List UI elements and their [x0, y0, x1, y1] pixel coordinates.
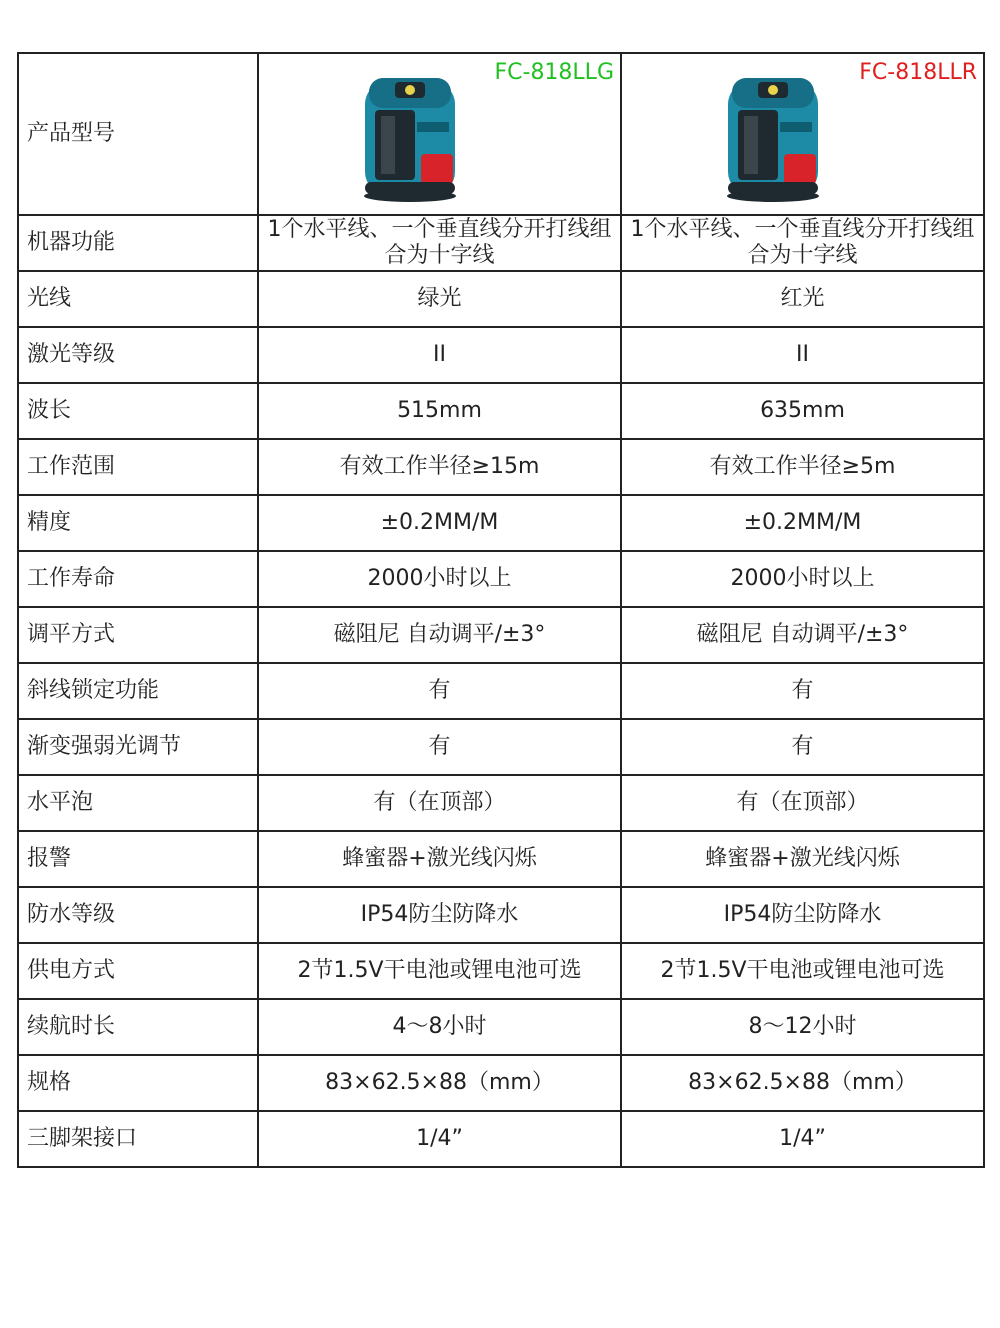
- spec-row: [18, 887, 984, 943]
- spec-row: [18, 943, 984, 999]
- spec-value-2: 磁阻尼 自动调平/±3°: [621, 607, 984, 663]
- spec-value-2: 有: [621, 719, 984, 775]
- spec-value-1: 83×62.5×88（mm）: [258, 1055, 621, 1111]
- spec-label: 激光等级: [18, 327, 258, 383]
- spec-value-1: 2000小时以上: [258, 551, 621, 607]
- spec-value-1: 磁阻尼 自动调平/±3°: [258, 607, 621, 663]
- spec-value-2: 蜂蜜器+激光线闪烁: [621, 831, 984, 887]
- spec-value-2: 2000小时以上: [621, 551, 984, 607]
- spec-value-2: 有效工作半径≥5m: [621, 439, 984, 495]
- spec-row: [18, 999, 984, 1055]
- spec-value-2: 有（在顶部）: [621, 775, 984, 831]
- spec-label: 光线: [18, 271, 258, 327]
- spec-label: 斜线锁定功能: [18, 663, 258, 719]
- spec-value-1: 4～8小时: [258, 999, 621, 1055]
- spec-row: [18, 719, 984, 775]
- spec-value-1: 1/4”: [258, 1111, 621, 1167]
- spec-value-2: 83×62.5×88（mm）: [621, 1055, 984, 1111]
- spec-value-1: 1个水平线、一个垂直线分开打线组合为十字线: [258, 215, 621, 271]
- product-cell-2: [621, 53, 984, 215]
- spec-value-2: 8～12小时: [621, 999, 984, 1055]
- laser-level-device-image: [355, 64, 465, 204]
- spec-value-2: 红光: [621, 271, 984, 327]
- spec-row: [18, 663, 984, 719]
- spec-value-1: 有（在顶部）: [258, 775, 621, 831]
- spec-row: [18, 775, 984, 831]
- spec-label: 调平方式: [18, 607, 258, 663]
- spec-value-1: 2节1.5V干电池或锂电池可选: [258, 943, 621, 999]
- spec-label: 工作寿命: [18, 551, 258, 607]
- spec-value-1: 515mm: [258, 383, 621, 439]
- spec-label: 机器功能: [18, 215, 258, 271]
- spec-value-2: II: [621, 327, 984, 383]
- spec-row: [18, 551, 984, 607]
- spec-label: 三脚架接口: [18, 1111, 258, 1167]
- laser-level-device-image: [718, 64, 828, 204]
- spec-value-1: IP54防尘防降水: [258, 887, 621, 943]
- spec-row: [18, 831, 984, 887]
- spec-value-2: 2节1.5V干电池或锂电池可选: [621, 943, 984, 999]
- spec-label: 报警: [18, 831, 258, 887]
- spec-row: [18, 607, 984, 663]
- product-row: [18, 53, 984, 215]
- spec-label: 波长: [18, 383, 258, 439]
- spec-label: 工作范围: [18, 439, 258, 495]
- spec-label: 精度: [18, 495, 258, 551]
- model-name-1: FC-818LLG: [494, 60, 614, 85]
- spec-row: [18, 495, 984, 551]
- spec-value-2: 有: [621, 663, 984, 719]
- spec-value-1: 有效工作半径≥15m: [258, 439, 621, 495]
- spec-table: [17, 52, 985, 1168]
- spec-value-1: 有: [258, 663, 621, 719]
- spec-label: 防水等级: [18, 887, 258, 943]
- model-name-2: FC-818LLR: [859, 60, 977, 85]
- spec-value-1: 蜂蜜器+激光线闪烁: [258, 831, 621, 887]
- spec-value-1: ±0.2MM/M: [258, 495, 621, 551]
- spec-value-2: ±0.2MM/M: [621, 495, 984, 551]
- spec-value-1: 有: [258, 719, 621, 775]
- spec-value-2: IP54防尘防降水: [621, 887, 984, 943]
- header-label: 产品型号: [18, 53, 258, 215]
- spec-label: 渐变强弱光调节: [18, 719, 258, 775]
- spec-row: [18, 271, 984, 327]
- spec-row: [18, 215, 984, 271]
- product-cell-1: [258, 53, 621, 215]
- spec-value-2: 1个水平线、一个垂直线分开打线组合为十字线: [621, 215, 984, 271]
- spec-label: 水平泡: [18, 775, 258, 831]
- spec-value-2: 635mm: [621, 383, 984, 439]
- spec-label: 规格: [18, 1055, 258, 1111]
- spec-row: [18, 1055, 984, 1111]
- spec-value-1: 绿光: [258, 271, 621, 327]
- spec-value-2: 1/4”: [621, 1111, 984, 1167]
- spec-row: [18, 439, 984, 495]
- spec-row: [18, 383, 984, 439]
- spec-label: 供电方式: [18, 943, 258, 999]
- spec-row: [18, 1111, 984, 1167]
- spec-label: 续航时长: [18, 999, 258, 1055]
- spec-row: [18, 327, 984, 383]
- spec-value-1: II: [258, 327, 621, 383]
